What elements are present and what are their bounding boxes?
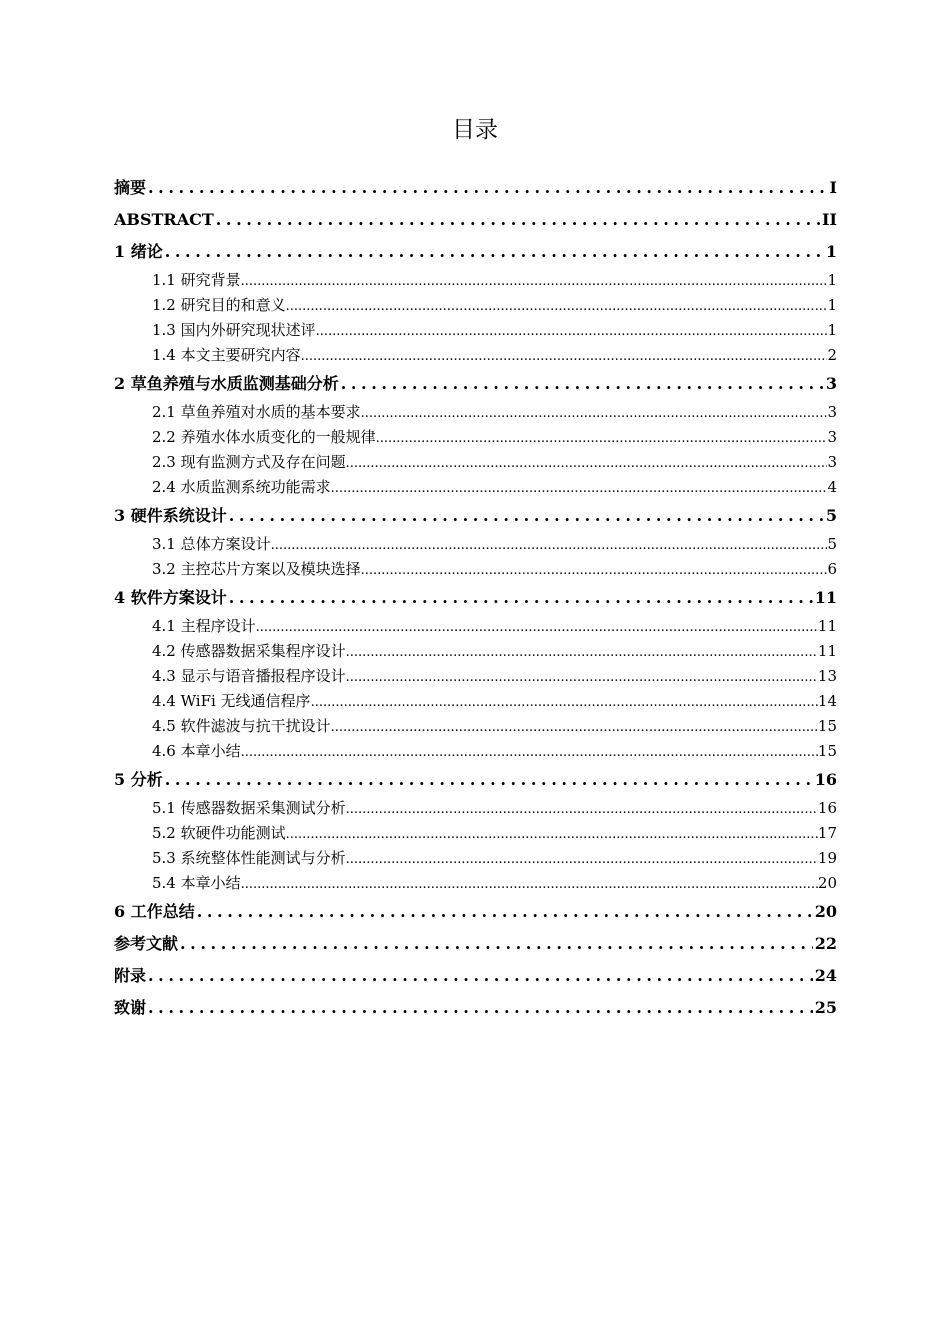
- toc-entry-label: 6 工作总结: [114, 902, 195, 921]
- toc-section-entry[interactable]: [114, 450, 837, 475]
- toc-section-entry[interactable]: [114, 268, 837, 293]
- toc-section-entry[interactable]: [114, 318, 837, 343]
- toc-entry-page-number: 3: [825, 374, 837, 393]
- toc-section-entry[interactable]: [114, 614, 837, 639]
- dot-leader: [148, 172, 828, 204]
- dot-leader: [361, 400, 828, 425]
- dot-leader: [301, 343, 828, 368]
- toc-entry-label: 4.5 软件滤波与抗干扰设计: [152, 717, 331, 735]
- toc-chapter-entry[interactable]: [114, 896, 837, 928]
- toc-section-entry[interactable]: [114, 532, 837, 557]
- toc-entry-label: 5.3 系统整体性能测试与分析: [152, 849, 346, 867]
- toc-entry-page-number: 16: [814, 770, 837, 789]
- dot-leader: [271, 532, 828, 557]
- toc-entry-page-number: 15: [817, 717, 837, 735]
- toc-entry-page-number: 15: [817, 742, 837, 760]
- toc-entry-label: 2.3 现有监测方式及存在问题: [152, 453, 346, 471]
- toc-entry-page-number: 4: [827, 478, 837, 496]
- toc-chapter-entry[interactable]: [114, 992, 837, 1024]
- toc-entry-page-number: 1: [827, 271, 837, 289]
- dot-leader: [331, 475, 828, 500]
- toc-entry-label: 5.2 软硬件功能测试: [152, 824, 286, 842]
- dot-leader: [229, 500, 824, 532]
- toc-entry-label: 1.1 研究背景: [152, 271, 241, 289]
- dot-leader: [197, 896, 813, 928]
- dot-leader: [286, 821, 818, 846]
- toc-entry-label: 4.4 WiFi 无线通信程序: [152, 692, 311, 710]
- toc-entry-label: 5 分析: [114, 770, 163, 789]
- toc-chapter-entry[interactable]: [114, 236, 837, 268]
- table-of-contents: [114, 172, 837, 1024]
- dot-leader: [376, 425, 828, 450]
- toc-entry-page-number: 2: [827, 346, 837, 364]
- toc-section-entry[interactable]: [114, 821, 837, 846]
- toc-entry-page-number: 6: [827, 560, 837, 578]
- toc-section-entry[interactable]: [114, 425, 837, 450]
- toc-entry-page-number: 19: [817, 849, 837, 867]
- dot-leader: [346, 664, 818, 689]
- toc-entry-page-number: 17: [817, 824, 837, 842]
- toc-entry-page-number: 14: [817, 692, 837, 710]
- toc-entry-label: 1.2 研究目的和意义: [152, 296, 286, 314]
- toc-entry-page-number: 5: [825, 506, 837, 525]
- dot-leader: [256, 614, 818, 639]
- toc-section-entry[interactable]: [114, 557, 837, 582]
- toc-entry-page-number: 3: [827, 428, 837, 446]
- toc-entry-label: 1 绪论: [114, 242, 163, 261]
- toc-entry-page-number: 3: [827, 453, 837, 471]
- toc-entry-page-number: 22: [814, 934, 837, 953]
- toc-entry-label: 4 软件方案设计: [114, 588, 227, 607]
- toc-entry-label: 2.4 水质监测系统功能需求: [152, 478, 331, 496]
- toc-entry-label: 2 草鱼养殖与水质监测基础分析: [114, 374, 339, 393]
- toc-section-entry[interactable]: [114, 343, 837, 368]
- toc-section-entry[interactable]: [114, 871, 837, 896]
- toc-section-entry[interactable]: [114, 846, 837, 871]
- dot-leader: [341, 368, 824, 400]
- dot-leader: [331, 714, 818, 739]
- toc-entry-page-number: 11: [817, 642, 837, 660]
- toc-entry-page-number: 13: [817, 667, 837, 685]
- dot-leader: [346, 796, 818, 821]
- toc-entry-label: ABSTRACT: [114, 210, 214, 229]
- toc-section-entry[interactable]: [114, 664, 837, 689]
- toc-entry-label: 致谢: [114, 998, 147, 1017]
- toc-chapter-entry[interactable]: [114, 960, 837, 992]
- toc-section-entry[interactable]: [114, 293, 837, 318]
- page-title: 目录: [452, 117, 498, 143]
- toc-entry-label: 参考文献: [114, 934, 179, 953]
- dot-leader: [361, 557, 828, 582]
- toc-section-entry[interactable]: [114, 639, 837, 664]
- dot-leader: [216, 204, 820, 236]
- toc-entry-label: 1.4 本文主要研究内容: [152, 346, 301, 364]
- toc-entry-page-number: 25: [814, 998, 837, 1017]
- toc-entry-page-number: 11: [814, 588, 837, 607]
- toc-entry-label: 4.3 显示与语音播报程序设计: [152, 667, 346, 685]
- dot-leader: [229, 582, 813, 614]
- dot-leader: [180, 928, 813, 960]
- dot-leader: [241, 268, 828, 293]
- dot-leader: [148, 960, 813, 992]
- dot-leader: [148, 992, 813, 1024]
- toc-chapter-entry[interactable]: [114, 368, 837, 400]
- toc-section-entry[interactable]: [114, 739, 837, 764]
- toc-entry-label: 摘要: [114, 178, 147, 197]
- toc-section-entry[interactable]: [114, 400, 837, 425]
- toc-section-entry[interactable]: [114, 475, 837, 500]
- toc-entry-label: 5.4 本章小结: [152, 874, 241, 892]
- toc-entry-page-number: I: [829, 178, 837, 197]
- dot-leader: [346, 450, 828, 475]
- toc-chapter-entry[interactable]: [114, 764, 837, 796]
- toc-section-entry[interactable]: [114, 714, 837, 739]
- toc-entry-label: 4.6 本章小结: [152, 742, 241, 760]
- toc-section-entry[interactable]: [114, 796, 837, 821]
- toc-entry-page-number: 16: [817, 799, 837, 817]
- toc-entry-label: 2.1 草鱼养殖对水质的基本要求: [152, 403, 361, 421]
- toc-chapter-entry[interactable]: [114, 928, 837, 960]
- toc-section-entry[interactable]: [114, 689, 837, 714]
- toc-entry-page-number: 1: [827, 296, 837, 314]
- toc-entry-label: 3.1 总体方案设计: [152, 535, 271, 553]
- dot-leader: [311, 689, 818, 714]
- toc-entry-page-number: 20: [817, 874, 837, 892]
- toc-entry-label: 4.1 主程序设计: [152, 617, 256, 635]
- dot-leader: [165, 236, 824, 268]
- toc-chapter-entry[interactable]: [114, 582, 837, 614]
- toc-entry-page-number: II: [822, 210, 837, 229]
- toc-entry-label: 1.3 国内外研究现状述评: [152, 321, 316, 339]
- toc-entry-label: 3 硬件系统设计: [114, 506, 227, 525]
- toc-entry-label: 2.2 养殖水体水质变化的一般规律: [152, 428, 376, 446]
- toc-entry-page-number: 5: [827, 535, 837, 553]
- toc-chapter-entry[interactable]: [114, 204, 837, 236]
- dot-leader: [241, 871, 818, 896]
- toc-entry-label: 4.2 传感器数据采集程序设计: [152, 642, 346, 660]
- toc-entry-page-number: 11: [817, 617, 837, 635]
- toc-chapter-entry[interactable]: [114, 172, 837, 204]
- toc-entry-label: 3.2 主控芯片方案以及模块选择: [152, 560, 361, 578]
- toc-chapter-entry[interactable]: [114, 500, 837, 532]
- dot-leader: [286, 293, 828, 318]
- dot-leader: [346, 846, 818, 871]
- dot-leader: [316, 318, 828, 343]
- toc-entry-page-number: 1: [825, 242, 837, 261]
- toc-entry-page-number: 3: [827, 403, 837, 421]
- toc-entry-page-number: 20: [814, 902, 837, 921]
- dot-leader: [346, 639, 818, 664]
- toc-entry-label: 附录: [114, 966, 147, 985]
- toc-entry-label: 5.1 传感器数据采集测试分析: [152, 799, 346, 817]
- toc-entry-page-number: 24: [814, 966, 837, 985]
- dot-leader: [165, 764, 813, 796]
- dot-leader: [241, 739, 818, 764]
- toc-entry-page-number: 1: [827, 321, 837, 339]
